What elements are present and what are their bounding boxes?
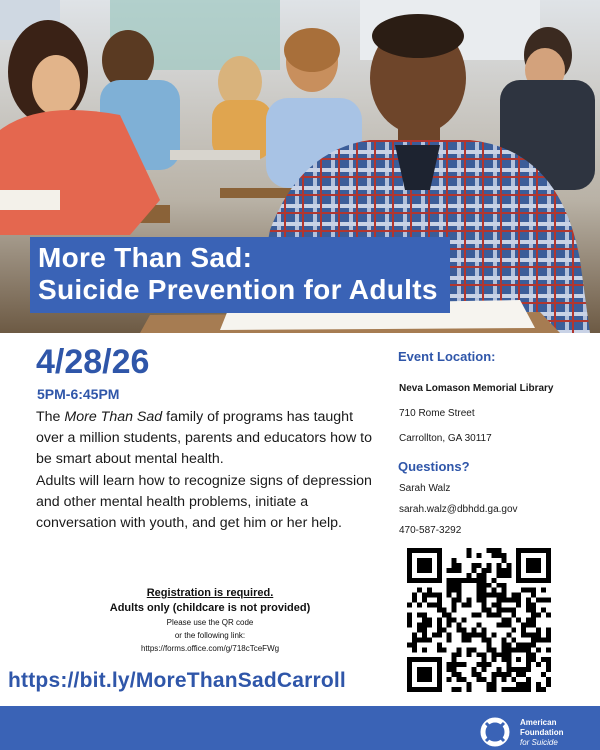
contact-name: Sarah Walz — [399, 483, 451, 494]
location-city: Carrollton, GA 30117 — [399, 433, 492, 444]
adult-learning-description: Adults will learn how to recognize signs of depression and other mental health problems, initiate a conversation with youth, and get him or her help. — [36, 473, 372, 531]
adults-only-note: Adults only (childcare is not provided) — [109, 602, 311, 614]
qr-code-note: Please use the QR code — [166, 618, 254, 627]
description-text-cont: family of programs has taught over a million students, parents and educators how to be smart about mental health. — [36, 409, 372, 467]
event-location-heading: Event Location: — [398, 349, 496, 364]
short-registration-link[interactable]: https://bit.ly/MoreThanSadCarroll — [8, 669, 346, 692]
program-description — [36, 407, 376, 470]
org-line-3: for Suicide — [520, 738, 558, 747]
qr-code-icon[interactable] — [407, 548, 551, 692]
event-title-banner — [30, 237, 450, 313]
location-street: 710 Rome Street — [399, 408, 475, 419]
location-name: Neva Lomason Memorial Library — [399, 383, 554, 394]
description-text: The — [36, 409, 65, 425]
forms-link[interactable]: https://forms.office.com/g/718cTceFWg — [140, 644, 280, 653]
questions-heading: Questions? — [398, 459, 470, 474]
org-line-2: Foundation — [520, 728, 564, 737]
program-name: More Than Sad — [64, 409, 163, 425]
title-line-2: Suicide Prevention for Adults — [38, 274, 438, 305]
contact-phone[interactable]: 470-587-3292 — [399, 525, 462, 536]
registration-required: Registration is required. — [146, 587, 274, 599]
afsp-logo-text — [520, 718, 564, 748]
qr-code-graphic — [407, 548, 551, 692]
registration-info — [60, 586, 360, 655]
title-line-1: More Than Sad: — [38, 242, 253, 273]
afsp-lifebuoy-logo-icon — [477, 717, 513, 747]
link-note: or the following link: — [174, 631, 246, 640]
event-date: 4/28/26 — [36, 343, 150, 381]
contact-email[interactable]: sarah.walz@dbhdd.ga.gov — [399, 504, 518, 515]
event-time: 5PM-6:45PM — [37, 386, 120, 402]
org-line-1: American — [520, 718, 557, 727]
